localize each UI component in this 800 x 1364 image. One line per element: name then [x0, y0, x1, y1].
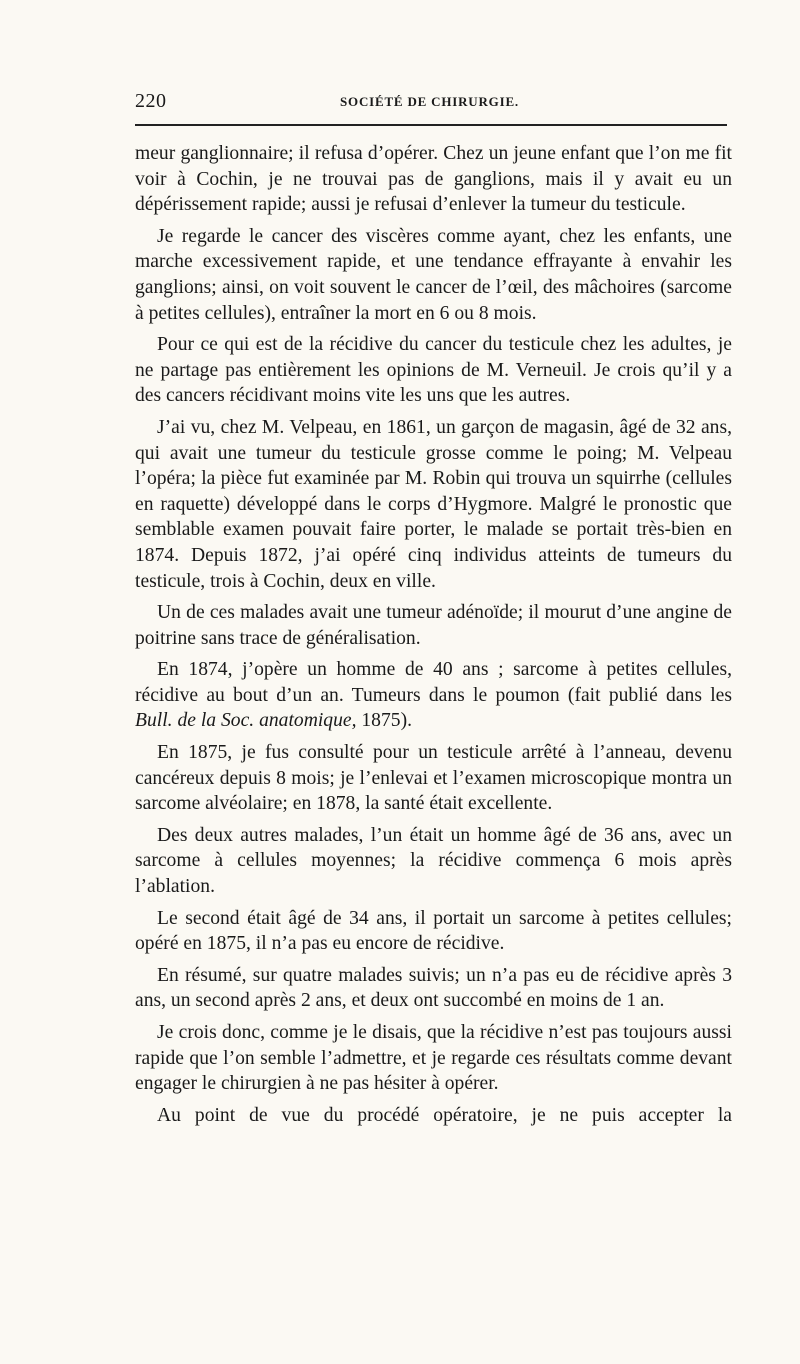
page-number: 220 — [135, 90, 167, 112]
paragraph: meur ganglionnaire; il refusa d’opérer. Chez un jeune enfant que l’on me fit voir à Cochin, je ne trouvai pas de ganglions, mais il y avait eu un dépérissement rapide; aussi je refusai d’enlever la tumeur du testicule. — [135, 143, 732, 216]
paragraph-text: En 1874, j’opère un homme de 40 ans ; sarcome à petites cellules, récidive au bout d’un an. Tumeurs dans le poumon (fait publié dans les — [135, 659, 732, 706]
paragraph: Au point de vue du procédé opératoire, je ne puis accepter la — [157, 1104, 732, 1126]
paragraph-with-citation — [135, 657, 732, 734]
paragraph-text: 1875). — [356, 710, 412, 732]
paragraph: Des deux autres malades, l’un était un homme âgé de 36 ans, avec un sarcome à cellules moyennes; la récidive commença 6 mois après l’ablation. — [135, 824, 732, 898]
paragraph: Je crois donc, comme je le disais, que la récidive n’est pas toujours aussi rapide que l’on semble l’admettre, et je regarde ces résultats comme devant engager le chirurgien à ne pas hésiter à opérer. — [135, 1022, 732, 1095]
paragraph: En 1875, je fus consulté pour un testicule arrêté à l’anneau, devenu cancéreux depuis 8 mois; je l’enlevai et l’examen microscopique montra un sarcome alvéolaire; en 1878, la santé était excellente. — [135, 742, 732, 815]
journal-citation: Bull. de la Soc. anatomique, — [135, 710, 357, 732]
page-header — [135, 88, 725, 118]
paragraph: Pour ce qui est de la récidive du cancer du testicule chez les adultes, je ne partage pas entièrement les opinions de M. Verneuil. Je crois qu’il y a des cancers récidivant moins vite les uns que les autres. — [135, 334, 732, 407]
paragraph: Je regarde le cancer des viscères comme ayant, chez les enfants, une marche excessivement rapide, et une tendance effrayante à envahir les ganglions; ainsi, on voit souvent le cancer de l’œil, des mâchoires (sarcome à petites cellules), entraîner la mort en 6 ou 8 mois. — [135, 225, 732, 324]
paragraph: En résumé, sur quatre malades suivis; un n’a pas eu de récidive après 3 ans, un second après 2 ans, et deux ont succombé en moins de 1 an. — [135, 964, 732, 1012]
paragraph: J’ai vu, chez M. Velpeau, en 1861, un garçon de magasin, âgé de 32 ans, qui avait une tumeur du testicule grosse comme le poing; M. Velpeau l’opéra; la pièce fut examinée par M. Robin qui trouva un squirrhe (cellules en raquette) développé dans le corps d’Hygmore. Malgré le pronostic que semblable examen pouvait faire porter, le malade se portait très-bien en 1874. Depuis 1872, j’ai opéré cinq individus atteints de tumeurs du testicule, trois à Cochin, deux en ville. — [135, 416, 732, 592]
header-rule — [135, 124, 727, 126]
running-title: SOCIÉTÉ DE CHIRURGIE. — [340, 94, 519, 109]
paragraph: Un de ces malades avait une tumeur adénoïde; il mourut d’une angine de poitrine sans trace de généralisation. — [135, 602, 732, 649]
body-text — [135, 141, 732, 1134]
paragraph: Le second était âgé de 34 ans, il portait un sarcome à petites cellules; opéré en 1875, il n’a pas eu encore de récidive. — [135, 907, 732, 955]
